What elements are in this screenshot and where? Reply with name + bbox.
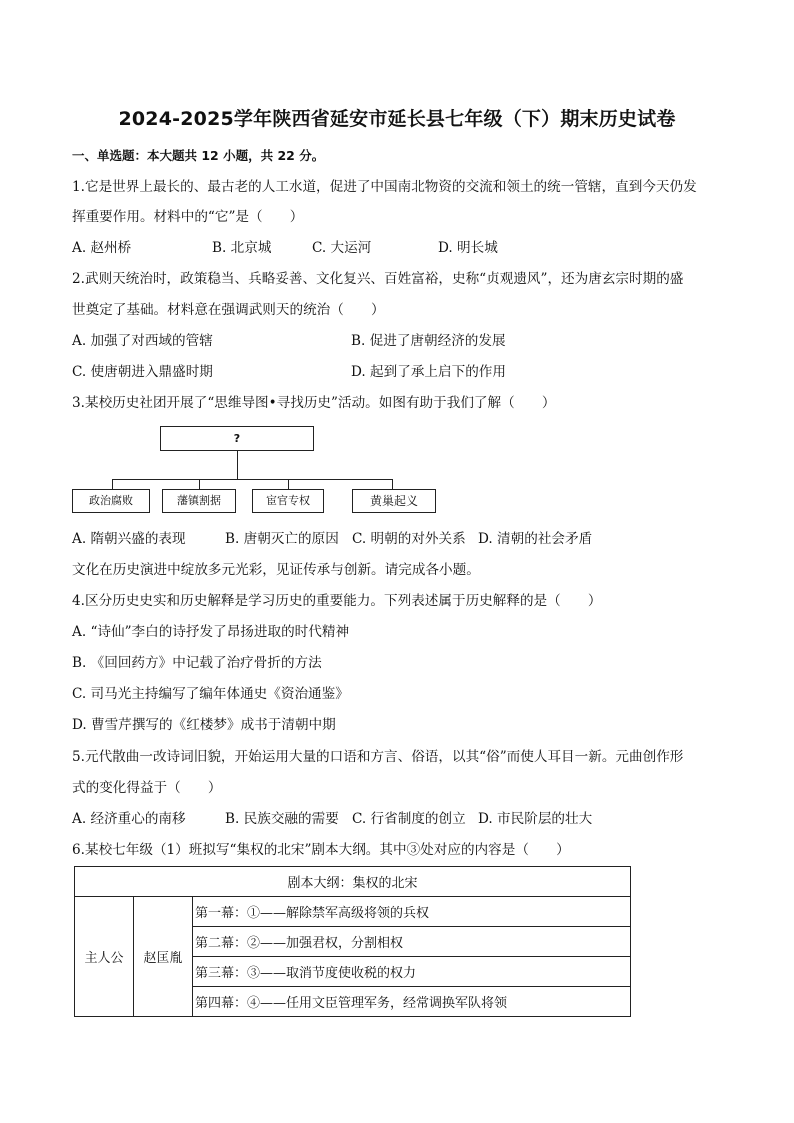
q3-option-a[interactable]: A. 隋朝兴盛的表现 bbox=[72, 531, 186, 547]
connector-2 bbox=[199, 479, 200, 489]
q6-stem: 6.某校七年级（1）班拟写“集权的北宋”剧本大纲。其中③处对应的内容是（ ） bbox=[72, 842, 570, 858]
q3-stem: 3.某校历史社团开展了“思维导图•寻找历史”活动。如图有助于我们了解（ ） bbox=[72, 395, 556, 411]
q1-option-d[interactable]: D. 明长城 bbox=[438, 240, 498, 256]
script-table-header: 剧本大纲：集权的北宋 bbox=[75, 867, 631, 897]
q5-option-a[interactable]: A. 经济重心的南移 bbox=[72, 811, 186, 827]
q3-option-b[interactable]: B. 唐朝灭亡的原因 bbox=[225, 531, 339, 547]
q2-option-d[interactable]: D. 起到了承上启下的作用 bbox=[351, 364, 506, 380]
q1-option-a[interactable]: A. 赵州桥 bbox=[72, 240, 132, 256]
q2-options-row1 bbox=[72, 331, 732, 351]
q5-option-d[interactable]: D. 市民阶层的壮大 bbox=[478, 811, 593, 827]
act-4-cell: 第四幕：④——任用文臣管理军务，经常调换军队将领 bbox=[193, 987, 631, 1017]
q1-stem-line1: 1.它是世界上最长的、最古老的人工水道，促进了中国南北物资的交流和领土的统一管辖，直到今天仍发 bbox=[72, 179, 697, 195]
act-2-cell: 第二幕：②——加强君权，分割相权 bbox=[193, 927, 631, 957]
act-3-cell: 第三幕：③——取消节度使收税的权力 bbox=[193, 957, 631, 987]
q1-options bbox=[72, 238, 732, 258]
q4-option-a[interactable]: A. “诗仙”李白的诗抒发了昂扬进取的时代精神 bbox=[72, 624, 350, 640]
q2-option-a[interactable]: A. 加强了对西域的管辖 bbox=[72, 333, 213, 349]
q4-option-b[interactable]: B. 《回回药方》中记载了治疗骨折的方法 bbox=[72, 655, 322, 671]
q2-option-c[interactable]: C. 使唐朝进入鼎盛时期 bbox=[72, 364, 213, 380]
connector-trunk bbox=[237, 451, 238, 479]
q2-options-row2 bbox=[72, 362, 732, 382]
act-1-cell: 第一幕：①——解除禁军高级将领的兵权 bbox=[193, 897, 631, 927]
q2-option-b[interactable]: B. 促进了唐朝经济的发展 bbox=[351, 333, 506, 349]
connector-3 bbox=[288, 479, 289, 489]
q2-stem-line1: 2.武则天统治时，政策稳当、兵略妥善、文化复兴、百姓富裕，史称“贞观遗风”，还为唐玄宗时期的盛 bbox=[72, 271, 684, 287]
connector-1 bbox=[112, 479, 113, 489]
mind-map-branch-4: 黄巢起义 bbox=[352, 489, 436, 513]
q2-stem-line2: 世奠定了基础。材料意在强调武则天的统治（ ） bbox=[72, 302, 385, 318]
q5-option-c[interactable]: C. 行省制度的创立 bbox=[352, 811, 466, 827]
role-name-cell: 赵匡胤 bbox=[134, 897, 193, 1017]
q3-option-d[interactable]: D. 清朝的社会矛盾 bbox=[478, 531, 593, 547]
q4-stem: 4.区分历史史实和历史解释是学习历史的重要能力。下列表述属于历史解释的是（ ） bbox=[72, 593, 602, 609]
q5-option-b[interactable]: B. 民族交融的需要 bbox=[225, 811, 339, 827]
section-heading: 一、单选题：本大题共 12 小题，共 22 分。 bbox=[72, 148, 325, 163]
exam-title: 2024-2025学年陕西省延安市延长县七年级（下）期末历史试卷 bbox=[118, 108, 676, 130]
q5-stem-line1: 5.元代散曲一改诗词旧貌，开始运用大量的口语和方言、俗语，以其“俗”而使人耳目一新。元曲创作形 bbox=[72, 749, 684, 765]
q4-option-d[interactable]: D. 曹雪芹撰写的《红楼梦》成书于清朝中期 bbox=[72, 717, 336, 733]
q1-option-b[interactable]: B. 北京城 bbox=[212, 240, 272, 256]
q5-options bbox=[72, 809, 732, 829]
q5-stem-line2: 式的变化得益于（ ） bbox=[72, 780, 222, 796]
q1-stem-line2: 挥重要作用。材料中的“它”是（ ） bbox=[72, 209, 304, 225]
script-outline-table bbox=[74, 866, 631, 1017]
connector-4 bbox=[392, 479, 393, 489]
q3-option-c[interactable]: C. 明朝的对外关系 bbox=[352, 531, 466, 547]
q3-options bbox=[72, 529, 732, 549]
mind-map-diagram bbox=[72, 421, 452, 521]
mind-map-branch-3: 宦官专权 bbox=[252, 489, 324, 513]
mind-map-branch-2: 藩镇割据 bbox=[162, 489, 236, 513]
connector-bar bbox=[112, 479, 392, 480]
mind-map-branch-1: 政治腐败 bbox=[72, 489, 150, 513]
q1-option-c[interactable]: C. 大运河 bbox=[312, 240, 372, 256]
role-label-cell: 主人公 bbox=[75, 897, 134, 1017]
group-intro: 文化在历史演进中绽放多元光彩，见证传承与创新。请完成各小题。 bbox=[72, 562, 480, 578]
q4-option-c[interactable]: C. 司马光主持编写了编年体通史《资治通鉴》 bbox=[72, 686, 349, 702]
mind-map-root: ? bbox=[160, 426, 314, 451]
